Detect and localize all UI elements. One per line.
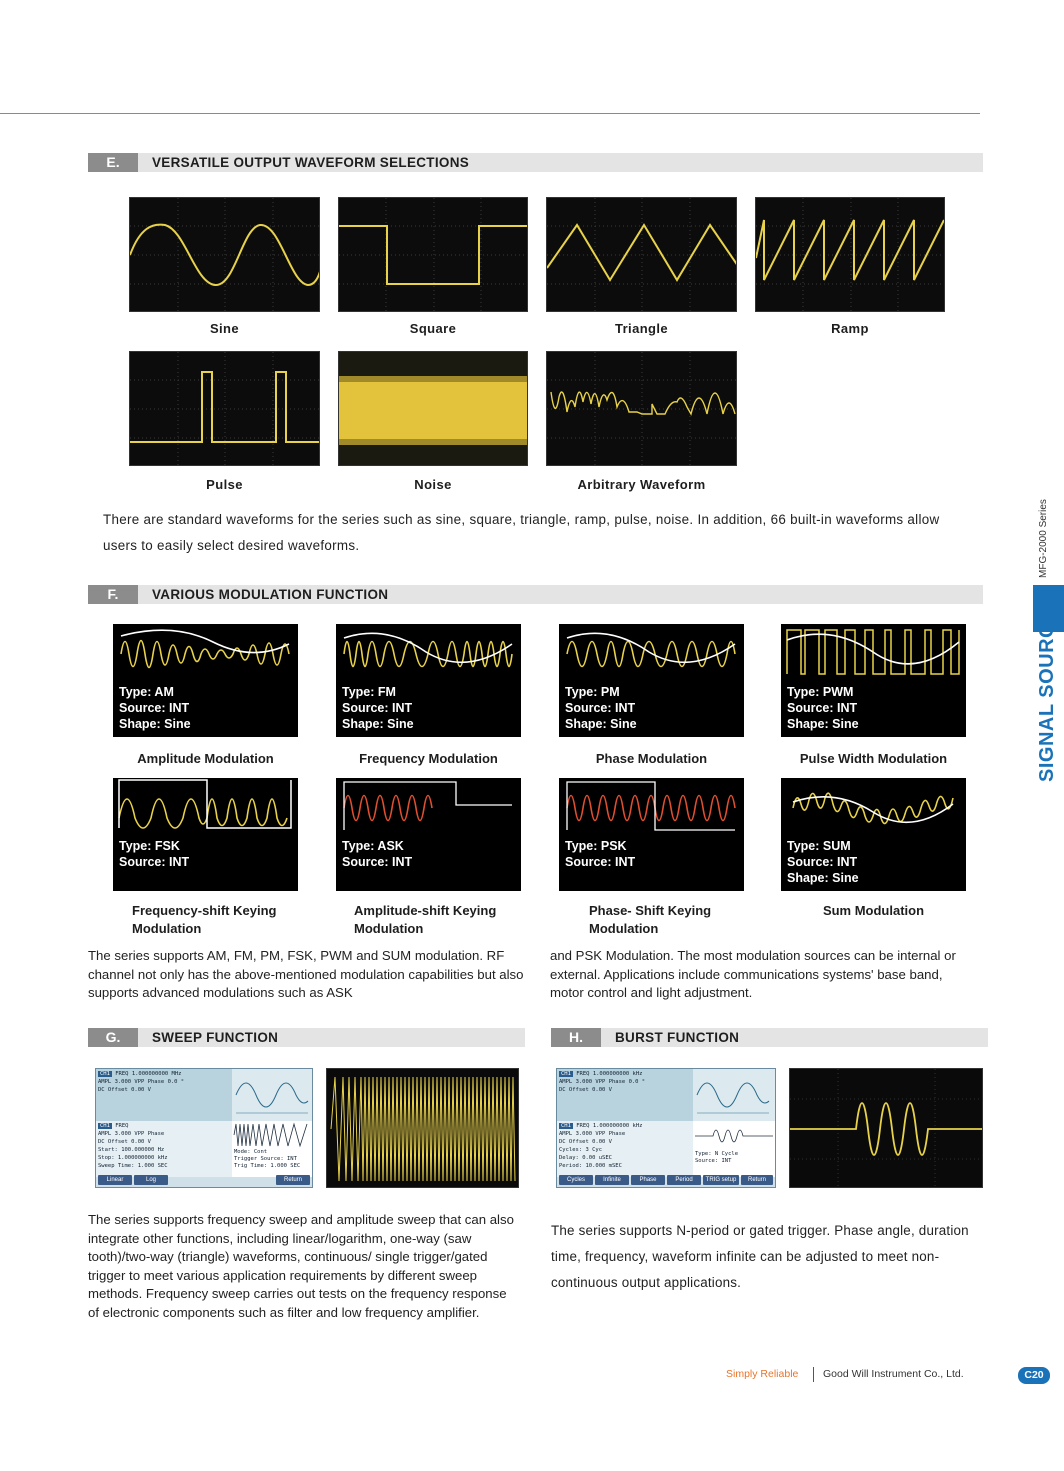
sweep-log-softkey[interactable]: Log — [134, 1175, 168, 1185]
burst-source: Source: INT — [695, 1158, 732, 1164]
pwm-caption: Pulse Width Modulation — [799, 751, 948, 766]
burst-infinite-softkey[interactable]: Infinite — [595, 1175, 629, 1185]
psk-caption-line2: Modulation — [589, 921, 659, 936]
fm-caption: Frequency Modulation — [359, 751, 498, 766]
sweep-stop-label: Stop: — [98, 1155, 115, 1161]
sweep-linear-softkey[interactable]: Linear — [98, 1175, 132, 1185]
burst-dc-value-lower: 0.00 V — [592, 1139, 612, 1145]
ask-source: Source: INT — [342, 855, 413, 869]
side-title — [1034, 595, 1062, 790]
pm-screen — [559, 624, 744, 737]
burst-delay-label: Delay: — [559, 1155, 579, 1161]
burst-period-softkey[interactable]: Period — [667, 1175, 701, 1185]
sweep-ampl-value: 3.000 VPP — [114, 1079, 145, 1085]
side-series-text: MFG-2000 Series — [1038, 499, 1049, 578]
burst-delay-value: 0.00 uSEC — [582, 1155, 612, 1161]
page-number-badge: C20 — [1018, 1367, 1050, 1384]
sweep-freq-label: FREQ — [115, 1071, 129, 1077]
sum-shape: Shape: Sine — [787, 871, 859, 885]
psk-screen — [559, 778, 744, 891]
pm-shape: Shape: Sine — [565, 717, 637, 731]
sweep-phase-label-lower: Phase — [147, 1131, 165, 1137]
psk-caption — [589, 902, 759, 938]
pm-source: Source: INT — [565, 701, 636, 715]
burst-period-value: 10.000 mSEC — [585, 1163, 622, 1169]
am-caption: Amplitude Modulation — [137, 751, 274, 766]
side-series-label — [1038, 490, 1054, 580]
sweep-scope — [326, 1068, 519, 1188]
fm-shape: Shape: Sine — [342, 717, 414, 731]
triangle-caption: Triangle — [614, 321, 669, 336]
psk-type: Type: PSK — [565, 839, 627, 853]
fsk-screen — [113, 778, 298, 891]
burst-type: Type: N Cycle — [695, 1151, 739, 1157]
square-scope — [338, 197, 528, 312]
arbitrary-caption: Arbitrary Waveform — [577, 477, 706, 492]
fsk-type: Type: FSK — [119, 839, 180, 853]
burst-dc-label-lower: DC Offset — [559, 1139, 589, 1145]
burst-return-softkey[interactable]: Return — [741, 1175, 773, 1185]
sum-screen — [781, 778, 966, 891]
sine-caption: Sine — [209, 321, 240, 336]
sweep-ampl-label-lower: AMPL — [98, 1131, 112, 1137]
pwm-screen — [781, 624, 966, 737]
section-h-title: BURST FUNCTION — [615, 1030, 740, 1045]
burst-freq-value: 1.000000000 kHz — [592, 1071, 643, 1077]
fm-source: Source: INT — [342, 701, 413, 715]
sweep-dc-value-lower: 0.00 V — [131, 1139, 151, 1145]
fsk-caption-line1: Frequency-shift Keying — [132, 903, 277, 918]
sweep-description: The series supports frequency sweep and amplitude sweep that can also integrate other functions, including linear/logarithm, one-way (saw tooth)/two-way (triangle) waveforms, continuous/ single trigger/gated trigger to meet various application requirements by different sweep methods. Frequency sweep carries out tests on the frequency response of electronic components such as filter and low frequency amplifier. — [88, 1212, 514, 1320]
ask-caption — [354, 902, 544, 938]
sum-source: Source: INT — [787, 855, 858, 869]
sweep-phase-value: 0.0 ° — [167, 1079, 185, 1085]
sweep-mode: Mode: Cont — [234, 1149, 268, 1155]
arbitrary-scope — [546, 351, 737, 466]
sweep-trig-time: Trig Time: 1.000 SEC — [234, 1163, 301, 1169]
pulse-scope — [129, 351, 320, 466]
section-g-title: SWEEP FUNCTION — [152, 1030, 279, 1045]
section-f-header — [88, 585, 983, 604]
sweep-dc-label-lower: DC Offset — [98, 1139, 128, 1145]
sum-info — [787, 838, 859, 886]
burst-description: The series supports N-period or gated trigger. Phase angle, duration time, frequency, waveform infinite can be adjusted to meet non-continuous output applications. — [551, 1223, 969, 1290]
sweep-start-value: 100.000000 Hz — [121, 1147, 165, 1153]
side-title-text: SIGNAL SOURCES — [1036, 595, 1058, 782]
sweep-freq-value: 1.000000000 MHz — [131, 1071, 182, 1077]
sweep-dc-label: DC Offset — [98, 1087, 128, 1093]
noise-scope — [338, 351, 528, 466]
burst-dc-value: 0.00 V — [592, 1087, 612, 1093]
sweep-time-value: 1.000 SEC — [137, 1163, 168, 1169]
am-type: Type: AM — [119, 685, 174, 699]
burst-phase-value: 0.0 ° — [628, 1079, 646, 1085]
sweep-ampl-value-lower: 3.000 VPP — [114, 1131, 145, 1137]
burst-ampl-value-lower: 3.000 VPP — [575, 1131, 606, 1137]
sweep-ampl-label: AMPL — [98, 1079, 112, 1085]
modulation-description-left: The series supports AM, FM, PM, FSK, PWM and SUM modulation. RF channel not only has the above-mentioned modulation capabilities but also supports advanced modulations such as ASK — [88, 948, 524, 1000]
burst-scope — [789, 1068, 983, 1188]
pwm-shape: Shape: Sine — [787, 717, 859, 731]
pulse-caption: Pulse — [206, 477, 243, 492]
section-h-letter: H. — [551, 1028, 601, 1047]
burst-period-label: Period: — [559, 1163, 583, 1169]
sweep-freq-label-lower: FREQ — [115, 1123, 129, 1129]
sweep-return-softkey[interactable]: Return — [276, 1175, 310, 1185]
pwm-info — [787, 684, 859, 732]
burst-cycles-value: 3 Cyc — [585, 1147, 603, 1153]
am-info — [119, 684, 191, 732]
burst-freq-value-lower: 1.000000000 kHz — [592, 1123, 643, 1129]
burst-ch1-tag-lower: CH1 — [561, 1123, 571, 1129]
am-shape: Shape: Sine — [119, 717, 191, 731]
sweep-dc-value: 0.00 V — [131, 1087, 151, 1093]
psk-source: Source: INT — [565, 855, 636, 869]
burst-ampl-label-lower: AMPL — [559, 1131, 573, 1137]
burst-freq-label: FREQ — [576, 1071, 590, 1077]
fm-type: Type: FM — [342, 685, 396, 699]
footer-slogan: Simply Reliable — [726, 1368, 799, 1380]
section-f-letter: F. — [88, 585, 138, 604]
burst-trig-setup-softkey[interactable]: TRIG setup — [703, 1175, 739, 1185]
burst-phase-label-lower: Phase — [608, 1131, 626, 1137]
sweep-ui-screen — [95, 1068, 313, 1188]
fm-screen — [336, 624, 521, 737]
pwm-source: Source: INT — [787, 701, 858, 715]
am-source: Source: INT — [119, 701, 190, 715]
pwm-type: Type: PWM — [787, 685, 854, 699]
top-divider — [0, 113, 980, 114]
noise-caption: Noise — [414, 477, 452, 492]
burst-cycles-label: Cycles: — [559, 1147, 583, 1153]
burst-phase-softkey[interactable]: Phase — [631, 1175, 665, 1185]
section-g-letter: G. — [88, 1028, 138, 1047]
burst-cycles-softkey[interactable]: Cycles — [559, 1175, 593, 1185]
ask-screen — [336, 778, 521, 891]
burst-freq-label-lower: FREQ — [576, 1123, 590, 1129]
sum-type: Type: SUM — [787, 839, 851, 853]
modulation-description-right: and PSK Modulation. The most modulation sources can be internal or external. Applications include communications systems' base band, motor control and light adjustment. — [550, 948, 956, 1000]
footer-separator — [813, 1367, 814, 1382]
psk-caption-line1: Phase- Shift Keying — [589, 903, 712, 918]
ramp-scope — [755, 197, 945, 312]
pm-caption: Phase Modulation — [595, 751, 708, 766]
section-e-title: VERSATILE OUTPUT WAVEFORM SELECTIONS — [152, 155, 470, 170]
burst-ampl-label: AMPL — [559, 1079, 573, 1085]
burst-phase-label: Phase — [608, 1079, 626, 1085]
waveform-description: There are standard waveforms for the series such as sine, square, triangle, ramp, pulse, noise. In addition, 66 built-in waveforms allow users to easily select desired waveforms. — [103, 512, 940, 553]
sweep-phase-label: Phase — [147, 1079, 165, 1085]
sweep-ch1-tag-lower: CH1 — [100, 1123, 110, 1129]
pm-info — [565, 684, 637, 732]
ask-caption-line2: Modulation — [354, 921, 424, 936]
sweep-start-label: Start: — [98, 1147, 118, 1153]
am-screen — [113, 624, 298, 737]
section-g-header — [88, 1028, 525, 1047]
sweep-time-label: Sweep Time: — [98, 1163, 135, 1169]
fsk-caption-line2: Modulation — [132, 921, 202, 936]
sum-caption: Sum Modulation — [822, 903, 925, 918]
burst-ch1-tag: CH1 — [561, 1071, 571, 1077]
burst-dc-label: DC Offset — [559, 1087, 589, 1093]
section-e-header — [88, 153, 983, 172]
ask-type: Type: ASK — [342, 839, 404, 853]
fm-info — [342, 684, 414, 732]
burst-ampl-value: 3.000 VPP — [575, 1079, 606, 1085]
section-e-letter: E. — [88, 153, 138, 172]
ask-info — [342, 838, 412, 870]
section-h-header — [551, 1028, 988, 1047]
footer-company: Good Will Instrument Co., Ltd. — [823, 1368, 964, 1380]
fsk-source: Source: INT — [119, 855, 190, 869]
sweep-stop-value: 1.000000000 kHz — [117, 1155, 168, 1161]
fsk-caption — [132, 902, 322, 938]
sweep-ch1-tag: CH1 — [100, 1071, 110, 1077]
psk-info — [565, 838, 635, 870]
square-caption: Square — [409, 321, 457, 336]
pm-type: Type: PM — [565, 685, 620, 699]
burst-ui-screen — [556, 1068, 776, 1188]
triangle-scope — [546, 197, 737, 312]
fsk-info — [119, 838, 189, 870]
sine-scope — [129, 197, 320, 312]
ask-caption-line1: Amplitude-shift Keying — [354, 903, 497, 918]
section-f-title: VARIOUS MODULATION FUNCTION — [152, 587, 389, 602]
sweep-trigger-source: Trigger Source: INT — [234, 1156, 297, 1162]
ramp-caption: Ramp — [831, 321, 869, 336]
